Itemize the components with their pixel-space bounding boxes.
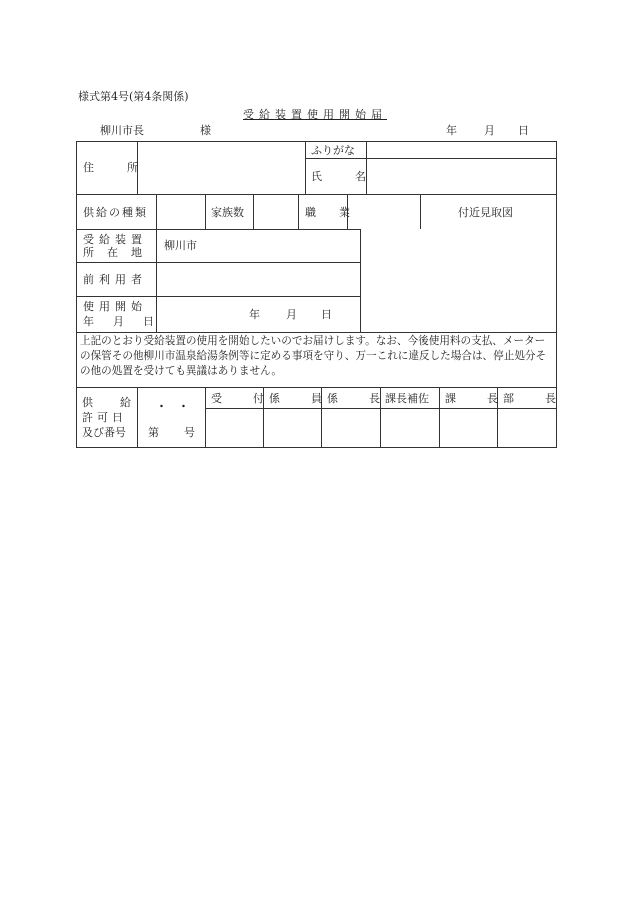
- stamp-header-section-manager: 課 長: [445, 392, 508, 405]
- stamp-box-section-manager[interactable]: [440, 409, 497, 447]
- stamp-header-reception: 受 付: [211, 392, 274, 405]
- supply-type-label: 供給の種類: [83, 206, 148, 219]
- table-border-bottom: [76, 447, 557, 448]
- approval-number-suffix: 号: [184, 426, 195, 439]
- start-month-label: 月: [286, 308, 297, 321]
- divider: [305, 141, 306, 194]
- occupation-label: 職 業: [305, 206, 356, 219]
- stamp-box-staff[interactable]: [264, 409, 321, 447]
- start-date-label-line2: 年 月 日: [83, 315, 158, 328]
- stamp-header-chief: 係 長: [327, 392, 390, 405]
- table-border-left: [76, 141, 77, 448]
- location-label-line2: 所 在 地: [83, 246, 143, 259]
- divider: [420, 194, 421, 229]
- divider: [298, 194, 299, 229]
- previous-user-input[interactable]: [157, 263, 360, 296]
- date-day-label: 日: [518, 124, 529, 137]
- family-count-label: 家族数: [211, 206, 244, 219]
- address-label: 住 所: [83, 161, 149, 174]
- form-reference: 様式第4号(第4条関係): [78, 90, 189, 103]
- supply-type-input[interactable]: [157, 195, 205, 229]
- document-title: 受給装置使用開始届: [243, 108, 387, 121]
- name-label: 氏 名: [311, 170, 377, 183]
- divider: [205, 194, 206, 229]
- start-date-input[interactable]: [157, 297, 360, 332]
- date-year-label: 年: [446, 124, 457, 137]
- divider: [76, 332, 557, 333]
- name-input[interactable]: [367, 159, 556, 194]
- furigana-input[interactable]: [367, 142, 556, 158]
- approval-number-prefix: 第: [148, 426, 159, 439]
- stamp-header-deputy-manager: 課長補佐: [385, 392, 429, 405]
- approval-label-line2: 許可日: [82, 411, 127, 424]
- stamp-box-deputy-manager[interactable]: [381, 409, 439, 447]
- family-count-input[interactable]: [254, 195, 298, 229]
- divider: [76, 194, 557, 195]
- location-label-line1: 受給装置: [83, 233, 147, 246]
- previous-user-label: 前利用者: [83, 273, 147, 286]
- addressee: 柳川市長: [100, 124, 144, 137]
- occupation-input[interactable]: [348, 195, 420, 229]
- approval-label-line1: 供 給: [82, 396, 139, 409]
- stamp-box-reception[interactable]: [206, 409, 263, 447]
- location-input[interactable]: [200, 230, 360, 262]
- stamp-box-department-head[interactable]: [498, 409, 556, 447]
- start-date-label-line1: 使用開始: [83, 300, 147, 313]
- approval-date-dots: ・ ・: [156, 400, 189, 413]
- address-input[interactable]: [138, 142, 305, 194]
- honorific: 様: [200, 124, 211, 137]
- approval-date-number-input[interactable]: [138, 388, 205, 447]
- stamp-box-chief[interactable]: [322, 409, 380, 447]
- location-value: 柳川市: [164, 239, 197, 252]
- map-label: 付近見取図: [458, 206, 513, 219]
- map-area[interactable]: [361, 230, 556, 332]
- notice-text: 上記のとおり受給装置の使用を開始したいのでお届けします。なお、今後使用料の支払、メーターの保管その他柳川市温泉給湯条例等に定める事項を守り、万一これに違反した場合は、停止処分その他の処置を受けても異議はありません。: [80, 335, 547, 377]
- approval-label-line3: 及び番号: [82, 426, 126, 439]
- date-month-label: 月: [484, 124, 495, 137]
- start-year-label: 年: [249, 308, 260, 321]
- start-day-label: 日: [321, 308, 332, 321]
- furigana-label: ふりがな: [311, 144, 355, 157]
- stamp-header-staff: 係 員: [269, 392, 332, 405]
- stamp-header-department-head: 部 長: [503, 392, 566, 405]
